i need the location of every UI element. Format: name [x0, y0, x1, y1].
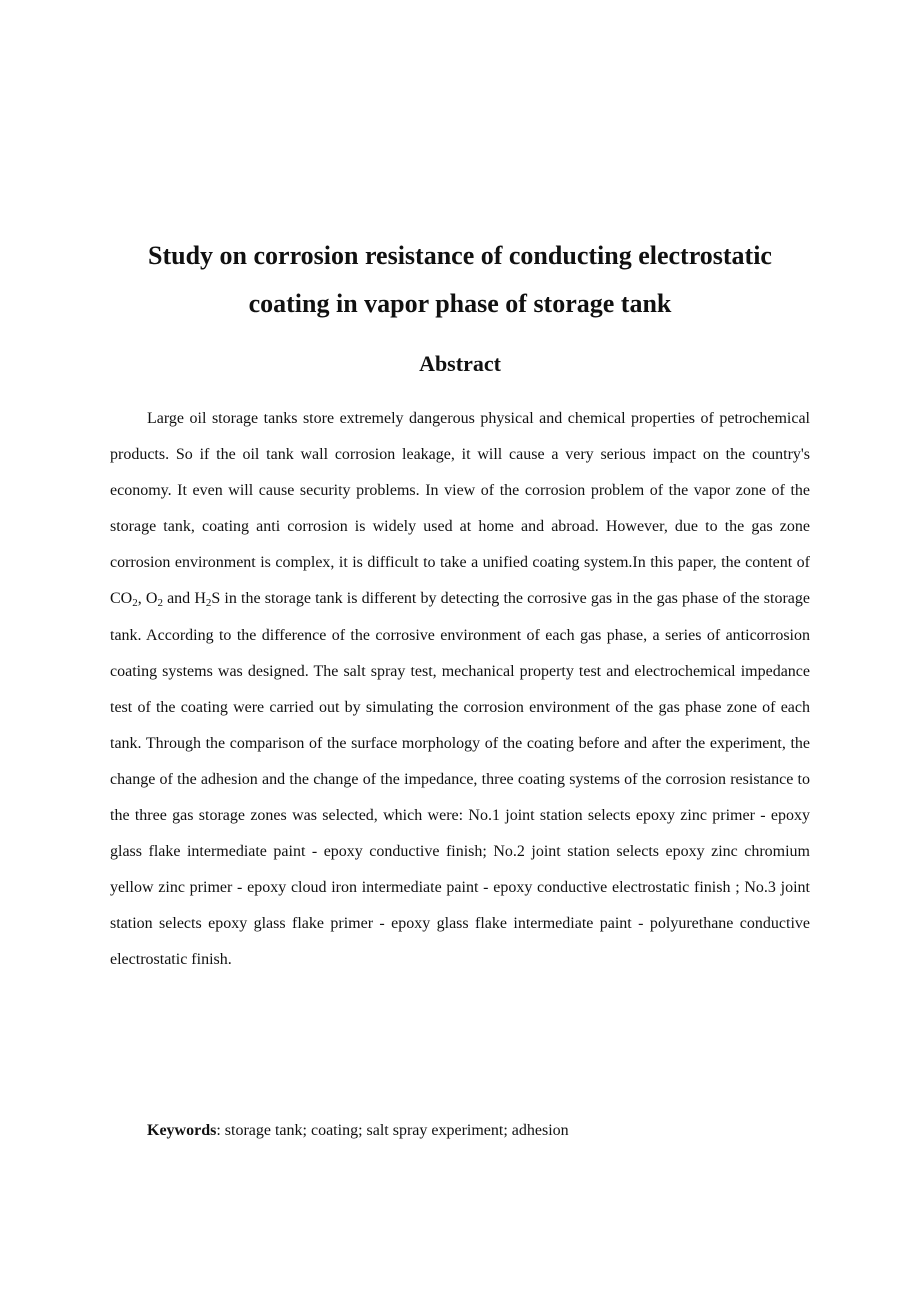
h2s-subscript: 2	[205, 597, 212, 610]
paper-title-line-2: coating in vapor phase of storage tank	[248, 289, 672, 318]
keywords-label: Keywords	[147, 1122, 217, 1139]
abstract-body	[110, 401, 810, 979]
paper-title-line-1: Study on corrosion resistance of conducting electrostatic	[148, 241, 772, 270]
keywords-text: : storage tank; coating; salt spray experiment; adhesion	[216, 1122, 569, 1139]
abstract-text-part-1: Large oil storage tanks store extremely dangerous physical and chemical properties of petrochemical products. So if the oil tank wall corrosion leakage, it will cause a very serious impact on the country's economy. It even will cause security problems. In view of the corrosion problem of the vapor zone of the storage tank, coating anti corrosion is widely used at home and abroad. However, due to the gas zone corrosion environment is complex, it is difficult to take a unified coating system.In this paper, the content of CO	[110, 410, 810, 608]
abstract-text-part-4: S in the storage tank is different by detecting the corrosive gas in the gas phase of the storage tank. According to the difference of the corrosive environment of each gas phase, a series of anticorrosion coating systems was designed. The salt spray test, mechanical property test and electrochemical impedance test of the coating were carried out by simulating the corrosion environment of the gas phase zone of each tank. Through the comparison of the surface morphology of the coating before and after the experiment, the change of the adhesion and the change of the impedance, three coating systems of the corrosion resistance to the three gas storage zones was selected, which were: No.1 joint station selects epoxy zinc primer - epoxy glass flake intermediate paint - epoxy conductive finish; No.2 joint station selects epoxy zinc chromium yellow zinc primer - epoxy cloud iron intermediate paint - epoxy conductive electrostatic finish ; No.3 joint station selects epoxy glass flake primer - epoxy glass flake intermediate paint - polyurethane conductive electrostatic finish.	[110, 590, 810, 969]
co2-subscript: 2	[132, 597, 138, 610]
abstract-heading: Abstract	[419, 351, 501, 376]
abstract-text-part-2: , O	[137, 590, 158, 608]
o2-subscript: 2	[157, 597, 163, 610]
abstract-text-part-3: and H	[162, 590, 206, 608]
keywords-line	[147, 1119, 569, 1143]
